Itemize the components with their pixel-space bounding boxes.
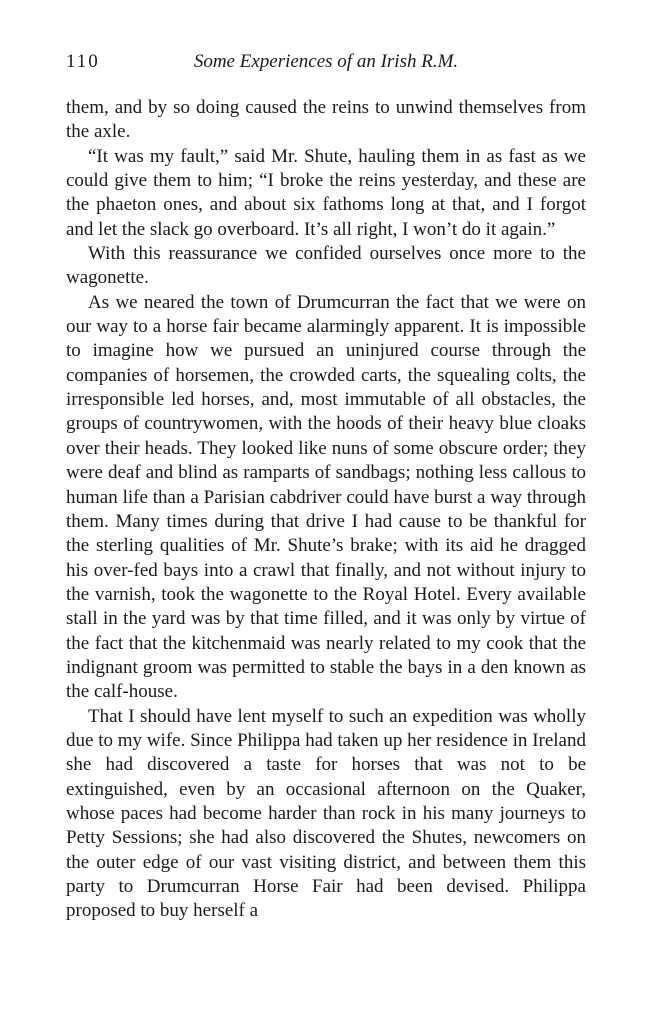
paragraph: That I should have lent myself to such an expedition was wholly due to my wife. Since Philippa had taken up her residence in Ireland she had discovered a taste for horses that was not to be extinguished, even by an occasional afternoon on the Quaker, whose paces had become harder than rock in his many journeys to Petty Sessions; she had also discovered the Shutes, newcomers on the outer edge of our vast visiting district, and between them this party to Drumcurran Horse Fair had been devised. Philippa proposed to buy herself a: [66, 705, 586, 922]
paragraph-continued: them, and by so doing caused the reins to unwind themselves from the axle.: [66, 97, 586, 143]
paragraph: As we neared the town of Drumcurran the fact that we were on our way to a horse fair became alarmingly apparent. It is impossible to imagine how we pursued an uninjured course through the companies of horsemen, the crowded carts, the squealing colts, the irresponsible led horses, and, most immutable of all obstacles, the groups of countrywomen, with the hoods of their heavy blue cloaks over their heads. They looked like nuns of some obscure order; they were deaf and blind as ramparts of sandbags; nothing less callous to human life than a Parisian cabdriver could have burst a way through them. Many times during that drive I had cause to be thankful for the sterling qualities of Mr. Shute’s brake; with its aid he dragged his over-fed bays into a crawl that finally, and not without injury to the varnish, took the wagonette to the Royal Hotel. Every available stall in the yard was by that time filled, and it was only by virtue of the fact that the kitchenmaid was nearly related to my cook that the indignant groom was permitted to stable the bays in a den known as the calf-house.: [66, 291, 586, 703]
page-number: 110: [66, 51, 100, 72]
body-text: [66, 96, 586, 924]
book-page: [66, 50, 586, 924]
paragraph: “It was my fault,” said Mr. Shute, hauling them in as fast as we could give them to him; “I broke the reins yesterday, and these are the phaeton ones, and about six fathoms long at that, and I forgot and let the slack go overboard. It’s all right, I won’t do it again.”: [66, 145, 586, 240]
running-title: Some Experiences of an Irish R.M.: [193, 51, 459, 72]
paragraph: With this reassurance we confided ourselves once more to the wagonette.: [66, 243, 586, 289]
running-head: [66, 50, 586, 80]
